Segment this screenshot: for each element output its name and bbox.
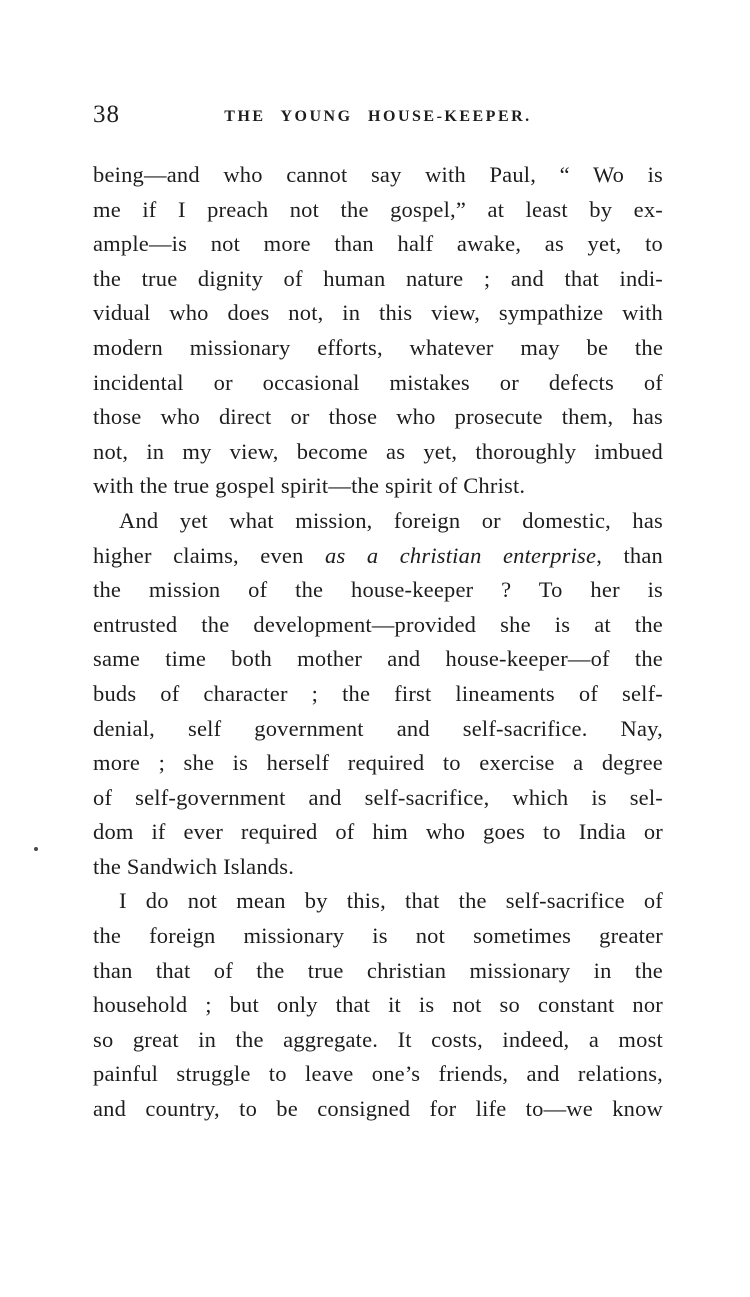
text-line: household ; but only that it is not so constant nor [93, 992, 663, 1018]
text-line: same time both mother and house-keeper—of the [93, 646, 663, 672]
text-line: with the true gospel spirit—the spirit of Christ. [93, 473, 526, 499]
margin-speck [34, 847, 38, 851]
text-line: entrusted the development—provided she is at the [93, 611, 663, 637]
text-line: not, in my view, become as yet, thoroughly imbued [93, 438, 663, 464]
text-line: those who direct or those who prosecute them, has [93, 404, 663, 430]
running-title: THE YOUNG HOUSE-KEEPER. [224, 108, 532, 125]
text-line: the true dignity of human nature ; and that indi- [93, 265, 663, 291]
text-line: vidual who does not, in this view, sympathize with [93, 300, 663, 326]
text-line: and country, to be consigned for life to—we know [93, 1096, 663, 1122]
text-block [93, 102, 663, 1127]
text-line: incidental or occasional mistakes or defects of [93, 369, 663, 395]
text-line: more ; she is herself required to exercise a degree [93, 750, 663, 776]
text-line: of self-government and self-sacrifice, which is sel- [93, 784, 663, 810]
text-line: being—and who cannot say with Paul, “ Wo is [93, 162, 663, 187]
text-line: higher claims, even as a christian enterprise, than [93, 542, 663, 568]
text-line: buds of character ; the first lineaments of self- [93, 680, 663, 706]
page-number: 38 [93, 101, 120, 128]
text-line: the Sandwich Islands. [93, 853, 295, 879]
text-line: the foreign missionary is not sometimes greater [93, 923, 663, 949]
page-body [93, 102, 663, 1127]
text-line: And yet what mission, foreign or domestic, has [119, 507, 663, 533]
text-line: I do not mean by this, that the self-sacrifice of [119, 888, 663, 914]
text-line: me if I preach not the gospel,” at least by ex- [93, 196, 663, 222]
text-line: denial, self government and self-sacrifice. Nay, [93, 715, 663, 741]
text-line: modern missionary efforts, whatever may be the [93, 334, 663, 360]
text-line: so great in the aggregate. It costs, indeed, a most [93, 1026, 663, 1052]
text-line: ample—is not more than half awake, as yet, to [93, 231, 663, 257]
text-line: the mission of the house-keeper ? To her is [93, 577, 663, 603]
text-line: than that of the true christian missionary in the [93, 957, 663, 983]
text-line: painful struggle to leave one’s friends, and relations, [93, 1061, 663, 1087]
text-line: dom if ever required of him who goes to India or [93, 819, 663, 845]
